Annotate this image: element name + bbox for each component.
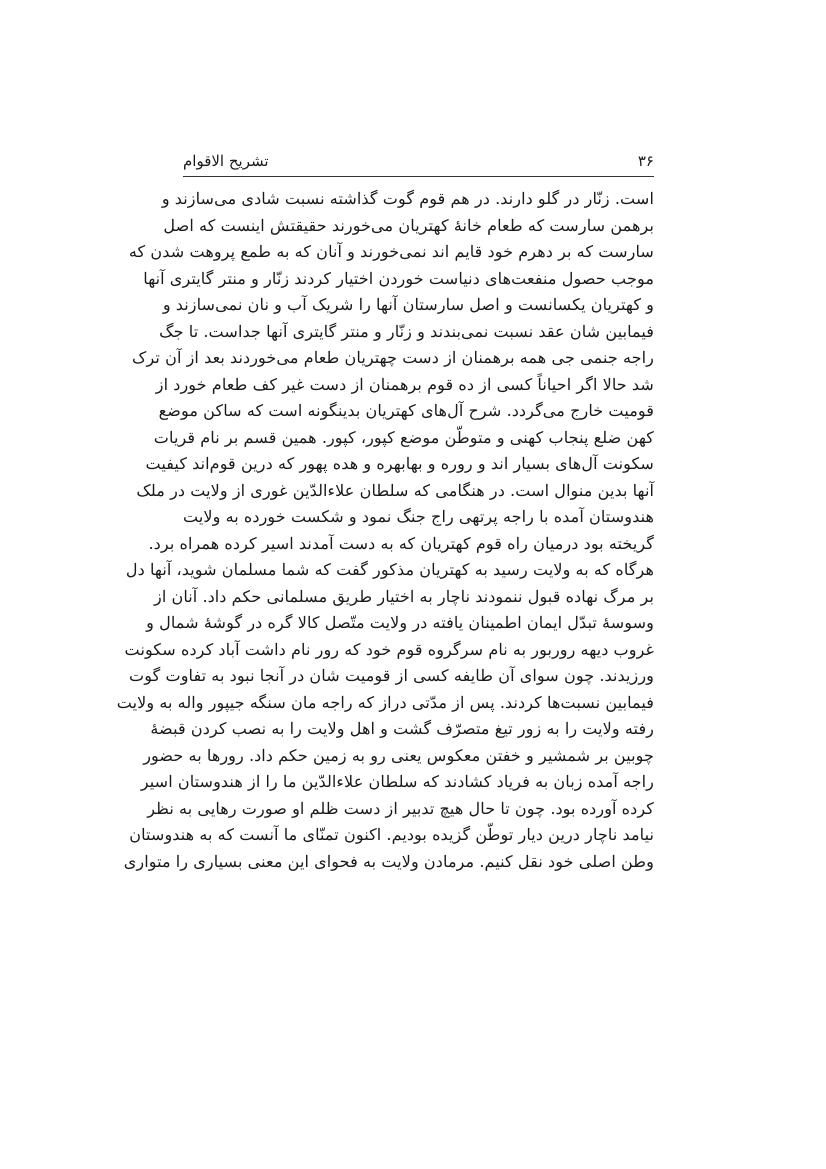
text-line: ورزیدند. چون سوای آن طایفه کسی از قومیت شان در آنجا نبود به تفاوت گوت [129,666,654,685]
text-line: و کهتریان یکسانست و اصل سارستان آنها را شریک آب و نان نمی‌سازند و [162,295,654,314]
text-line: راجه آمده زبان به فریاد کشادند که سلطان علاءالدّین ما را از هندوستان اسیر [140,772,654,791]
text-line: شد حالا اگر احیاناً کسی از ده قوم برهمنان از دست غیر کف طعام خورد از [155,374,654,394]
text-line: آنها بدین منوال است. در هنگامی که سلطان علاءالدّین غوری از ولایت در ملک [136,480,654,500]
text-line: هندوستان آمده با راجه پرتهی راج جنگ نمود و شکست خورده به ولایت [183,507,654,526]
text-line: هرگاه که به ولایت رسید به کهتریان مذکور گفت که شما مسلمان شوید، آنها دل [125,560,654,579]
text-line: کرده آورده بود. چون تا حال هیچ تدبیر از دست ظلم او صورت رهایی به نظر [147,798,654,818]
text-line: نیامد ناچار درین دیار توطّن گزیده بودیم. اکنون تمنّای ما آنست که به هندوستان [129,825,654,844]
text-line: وطن اصلی خود نقل کنیم. مرمادن ولایت به فحوای این معنی بسیاری را متواری [123,851,654,871]
text-line: فیمابین شان عقد نسبت نمی‌بندند و زنّار و منتر گایتری آنها جداست. تا جگ [159,321,654,341]
text-line: راجه جنمی جی همه برهمنان از دست چهتریان طعام می‌خوردند بعد از آن ترک [132,348,654,367]
text-line: گریخته بود درمیان راه قوم کهتریان که به دست آمدند اسیر کرده همراه برد. [148,533,654,553]
page-header [183,148,654,174]
text-line: موجب حصول منفعت‌های دنیاست خوردن اختیار کردند زنّار و منتر گایتری آنها [143,268,654,288]
text-line: بر مرگ نهاده قبول ننمودند ناچار به اختیار طریق مسلمانی حکم داد. آنان از [154,586,654,606]
body-paragraph [116,186,654,875]
page-number: ۳۶ [637,152,654,170]
text-line: کهن ضلع پنجاب کهنی و متوطّن موضع کپور، کپور. همین قسم بر نام قریات [153,427,654,447]
text-line: برهمن سارست که طعام خانهٔ کهتریان می‌خورند حقیقتش اینست که اصل [163,215,654,235]
text-line: رفته ولایت را به زور تیغ متصرّف گشت و اهل ولایت را به نصب کردن قبضهٔ [150,719,654,738]
text-line: قومیت خارج می‌گردد. شرح آل‌های کهتریان بدینگونه است که ساکن موضع [158,401,654,420]
header-divider [183,176,654,177]
text-line: سارست که بر دهرم خود قایم اند نمی‌خورند و آنان که به طمع پروهت شدن که [128,242,654,261]
text-line: فیمابین نسبت‌ها کردند. پس از مدّتی دراز که راجه مان سنگه جیپور واله به ولایت [116,692,654,712]
text-line: سکونت آل‌های بسیار اند و روره و بهابهره و هده پهور که درین قوم‌اند کیفیت [145,454,654,473]
running-title: تشریح الاقوام [183,152,269,170]
text-line: چوبین بر شمشیر و خفتن معکوس یعنی رو به زمین حکم داد. رورها به حضور [143,745,654,765]
text-line: وسوسهٔ تبدّل ایمان اطمینان یافته در ولایت متّصل کالا گره در گوشهٔ شمال و [146,613,654,632]
text-line: غروب دیهه روربور به نام سرگروه قوم خود که رور نام داشت آباد کرده سکونت [124,639,654,659]
text-line: است. زنّار در گلو دارند. در هم قوم گوت گذاشته نسبت شادی می‌سازند و [161,189,654,208]
